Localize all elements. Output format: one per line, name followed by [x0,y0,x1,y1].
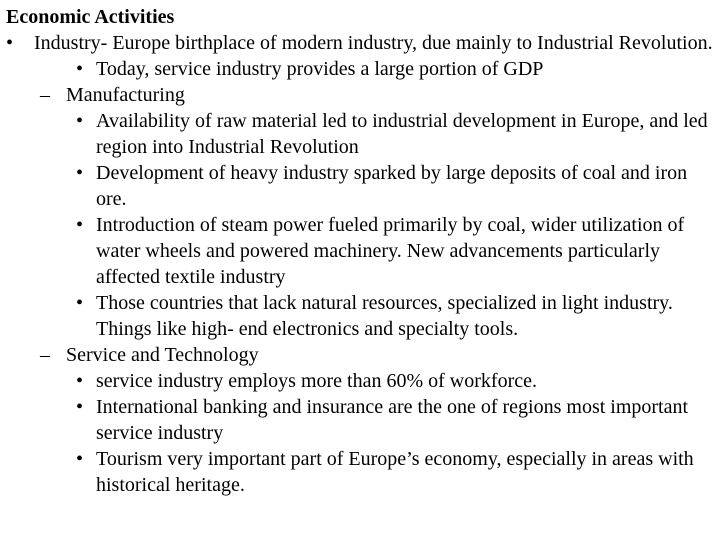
list-item [6,160,714,212]
bullet-list [6,30,714,498]
list-item-text: Introduction of steam power fueled primarily by coal, wider utilization of water wheels and powered machinery. New advancements particularly affected textile industry [96,214,685,288]
list-item-text: International banking and insurance are the one of regions most important service industry [96,396,689,444]
list-item-text: Those countries that lack natural resources, specialized in light industry. Things like high- end electronics and specialty tools. [96,292,673,340]
list-item [6,108,714,160]
list-item [6,394,714,446]
bullet-icon: • [76,370,84,392]
list-item [6,290,714,342]
list-item-text: Service and Technology [66,344,259,366]
list-item-text: Today, service industry provides a large portion of GDP [96,58,544,80]
list-item-industry [6,30,714,56]
list-item-text: Industry- Europe birthplace of modern industry, due mainly to Industrial Revolution. [34,32,713,54]
list-item-text: Manufacturing [66,84,185,106]
bullet-icon: • [76,448,84,470]
bullet-icon: • [76,292,84,314]
list-item-service [6,342,714,368]
slide-title: Economic Activities [6,6,175,28]
list-item-text: Development of heavy industry sparked by large deposits of coal and iron ore. [96,162,688,210]
list-item-industry-sub [6,56,714,82]
list-item-text: service industry employs more than 60% of workforce. [96,370,537,392]
bullet-icon: • [76,162,84,184]
bullet-icon: • [76,110,84,132]
list-item-text: Availability of raw material led to industrial development in Europe, and led region into Industrial Revolution [96,110,708,158]
bullet-icon: • [6,32,14,54]
dash-icon: – [40,344,50,366]
bullet-icon: • [76,214,84,236]
list-item [6,212,714,290]
list-item [6,446,714,498]
list-item-manufacturing [6,82,714,108]
bullet-icon: • [76,396,84,418]
bullet-icon: • [76,58,84,80]
list-item-text: Tourism very important part of Europe’s economy, especially in areas with historical heritage. [96,448,694,496]
dash-icon: – [40,84,50,106]
list-item [6,368,714,394]
